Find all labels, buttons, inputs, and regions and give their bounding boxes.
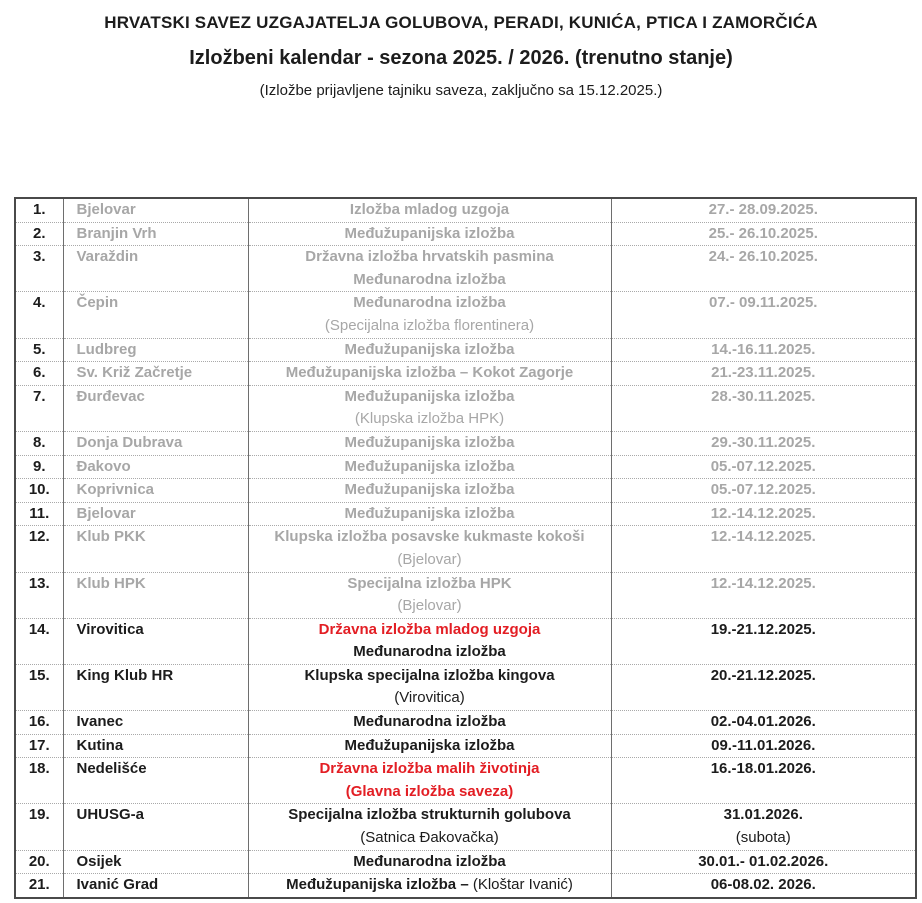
row-number-cell: 6. bbox=[15, 362, 63, 386]
row-number-cell: 13. bbox=[15, 572, 63, 618]
row-number-cell: 10. bbox=[15, 479, 63, 503]
date-cell bbox=[611, 758, 916, 804]
city-cell: Branjin Vrh bbox=[63, 222, 248, 246]
event-line: Međunarodna izložba bbox=[353, 852, 506, 870]
date-cell bbox=[611, 362, 916, 386]
city-cell: Đurđevac bbox=[63, 385, 248, 431]
event-line: (Bjelovar) bbox=[397, 550, 462, 568]
event-cell bbox=[248, 455, 611, 479]
row-number-cell: 14. bbox=[15, 618, 63, 664]
event-line: Specijalna izložba HPK bbox=[347, 574, 512, 592]
row-number-cell: 16. bbox=[15, 711, 63, 735]
table-row bbox=[15, 618, 916, 664]
row-number-cell: 8. bbox=[15, 431, 63, 455]
city-cell: Ivanić Grad bbox=[63, 874, 248, 898]
calendar-table-body bbox=[15, 198, 916, 898]
date-cell bbox=[611, 385, 916, 431]
event-cell bbox=[248, 734, 611, 758]
date-line: 29.-30.11.2025. bbox=[711, 433, 816, 451]
table-row bbox=[15, 431, 916, 455]
table-row bbox=[15, 804, 916, 850]
city-cell: Bjelovar bbox=[63, 502, 248, 526]
row-number-cell: 12. bbox=[15, 526, 63, 572]
event-line: Državna izložba mladog uzgoja bbox=[318, 620, 541, 638]
date-line: 24.- 26.10.2025. bbox=[708, 248, 818, 266]
date-line: 05.-07.12.2025. bbox=[710, 481, 816, 499]
event-cell bbox=[248, 711, 611, 735]
event-line: Klupska izložba posavske kukmaste kokoši bbox=[274, 528, 585, 546]
table-row bbox=[15, 502, 916, 526]
event-line: (Klupska izložba HPK) bbox=[354, 410, 505, 428]
city-cell: Nedelišće bbox=[63, 758, 248, 804]
row-number-cell: 5. bbox=[15, 338, 63, 362]
table-row bbox=[15, 874, 916, 898]
event-line: Međužupanijska izložba bbox=[344, 481, 515, 499]
table-row bbox=[15, 222, 916, 246]
table-row bbox=[15, 479, 916, 503]
event-line: Izložba mladog uzgoja bbox=[349, 201, 510, 218]
date-line: 12.-14.12.2025. bbox=[710, 504, 816, 522]
event-cell bbox=[248, 198, 611, 222]
date-cell bbox=[611, 292, 916, 338]
date-line: 25.- 26.10.2025. bbox=[708, 224, 818, 242]
event-line: (Specijalna izložba florentinera) bbox=[324, 316, 535, 334]
calendar-table bbox=[14, 197, 917, 899]
date-line: 02.-04.01.2026. bbox=[710, 713, 816, 731]
city-cell: UHUSG-a bbox=[63, 804, 248, 850]
event-line: Međunarodna izložba bbox=[353, 294, 506, 312]
event-line: (Bjelovar) bbox=[397, 597, 462, 615]
row-number-cell: 20. bbox=[15, 850, 63, 874]
date-line: 07.- 09.11.2025. bbox=[709, 294, 818, 312]
event-line: Međunarodna izložba bbox=[353, 643, 506, 661]
city-cell: Klub HPK bbox=[63, 572, 248, 618]
date-cell bbox=[611, 804, 916, 850]
event-line: Međužupanijska izložba bbox=[344, 224, 515, 242]
date-line: 31.01.2026. bbox=[723, 806, 803, 824]
event-line: Državna izložba malih životinja bbox=[319, 760, 540, 778]
table-row bbox=[15, 526, 916, 572]
event-line: (Glavna izložba saveza) bbox=[345, 782, 514, 800]
date-line: 06-08.02. 2026. bbox=[710, 876, 816, 894]
row-number-cell: 17. bbox=[15, 734, 63, 758]
event-cell bbox=[248, 431, 611, 455]
event-cell bbox=[248, 362, 611, 386]
page-title: HRVATSKI SAVEZ UZGAJATELJA GOLUBOVA, PERADI, KUNIĆA, PTICA I ZAMORČIĆA bbox=[104, 13, 818, 32]
date-line: 12.-14.12.2025. bbox=[710, 528, 816, 546]
date-cell bbox=[611, 874, 916, 898]
event-cell bbox=[248, 850, 611, 874]
row-number-cell: 18. bbox=[15, 758, 63, 804]
date-line: 14.-16.11.2025. bbox=[711, 340, 816, 358]
date-line: 30.01.- 01.02.2026. bbox=[698, 852, 829, 870]
city-cell: Koprivnica bbox=[63, 479, 248, 503]
date-cell bbox=[611, 338, 916, 362]
date-cell bbox=[611, 850, 916, 874]
event-line: Klupska specijalna izložba kingova bbox=[304, 666, 555, 684]
row-number-cell: 21. bbox=[15, 874, 63, 898]
row-number-cell: 15. bbox=[15, 664, 63, 710]
date-cell bbox=[611, 618, 916, 664]
date-cell bbox=[611, 198, 916, 222]
date-line: 16.-18.01.2026. bbox=[710, 760, 816, 778]
event-cell bbox=[248, 664, 611, 710]
city-cell: Sv. Križ Začretje bbox=[63, 362, 248, 386]
date-line: 20.-21.12.2025. bbox=[710, 666, 816, 684]
document-header bbox=[0, 13, 922, 99]
event-cell bbox=[248, 758, 611, 804]
row-number-cell: 11. bbox=[15, 502, 63, 526]
row-number-cell: 2. bbox=[15, 222, 63, 246]
city-cell: Bjelovar bbox=[63, 198, 248, 222]
event-line: (Virovitica) bbox=[394, 689, 465, 707]
event-cell bbox=[248, 502, 611, 526]
page-note: (Izložbe prijavljene tajniku saveza, zaključno sa 15.12.2025.) bbox=[259, 82, 663, 99]
event-line: Međužupanijska izložba bbox=[344, 433, 515, 451]
table-row bbox=[15, 758, 916, 804]
city-cell: King Klub HR bbox=[63, 664, 248, 710]
table-row bbox=[15, 198, 916, 222]
date-line: 21.-23.11.2025. bbox=[711, 364, 816, 382]
event-cell bbox=[248, 874, 611, 898]
event-line: Međužupanijska izložba bbox=[344, 736, 515, 754]
table-row bbox=[15, 292, 916, 338]
event-cell bbox=[248, 618, 611, 664]
row-number-cell: 9. bbox=[15, 455, 63, 479]
city-cell: Ivanec bbox=[63, 711, 248, 735]
event-cell bbox=[248, 292, 611, 338]
event-cell bbox=[248, 526, 611, 572]
date-cell bbox=[611, 455, 916, 479]
calendar-table-wrap bbox=[14, 197, 917, 899]
table-row bbox=[15, 734, 916, 758]
table-row bbox=[15, 246, 916, 292]
table-row bbox=[15, 850, 916, 874]
date-cell bbox=[611, 502, 916, 526]
row-number-cell: 7. bbox=[15, 385, 63, 431]
date-cell bbox=[611, 246, 916, 292]
table-row bbox=[15, 338, 916, 362]
event-line: Državna izložba hrvatskih pasmina bbox=[305, 248, 554, 266]
event-line: Specijalna izložba strukturnih golubova bbox=[288, 806, 571, 824]
date-line: 12.-14.12.2025. bbox=[710, 574, 816, 592]
table-row bbox=[15, 362, 916, 386]
date-line: 09.-11.01.2026. bbox=[711, 736, 816, 754]
date-cell bbox=[611, 664, 916, 710]
event-cell bbox=[248, 479, 611, 503]
table-row bbox=[15, 572, 916, 618]
event-line: (Satnica Đakovačka) bbox=[360, 829, 499, 847]
event-cell bbox=[248, 385, 611, 431]
date-line: 05.-07.12.2025. bbox=[710, 457, 816, 475]
city-cell: Čepin bbox=[63, 292, 248, 338]
row-number-cell: 4. bbox=[15, 292, 63, 338]
page-subtitle: Izložbeni kalendar - sezona 2025. / 2026. (trenutno stanje) bbox=[189, 47, 733, 69]
date-line: (subota) bbox=[735, 829, 791, 847]
table-row bbox=[15, 385, 916, 431]
date-cell bbox=[611, 479, 916, 503]
event-line: Međužupanijska izložba bbox=[344, 457, 515, 475]
event-cell bbox=[248, 804, 611, 850]
event-line: Međužupanijska izložba – (Kloštar Ivanić) bbox=[286, 876, 573, 894]
date-cell bbox=[611, 734, 916, 758]
event-line: Međužupanijska izložba bbox=[344, 387, 515, 405]
date-line: 28.-30.11.2025. bbox=[711, 387, 816, 405]
event-line: Međunarodna izložba bbox=[353, 713, 506, 731]
event-cell bbox=[248, 338, 611, 362]
city-cell: Kutina bbox=[63, 734, 248, 758]
date-cell bbox=[611, 222, 916, 246]
event-line: Međužupanijska izložba – Kokot Zagorje bbox=[285, 364, 574, 382]
event-cell bbox=[248, 572, 611, 618]
city-cell: Donja Dubrava bbox=[63, 431, 248, 455]
date-line: 19.-21.12.2025. bbox=[710, 620, 816, 638]
date-cell bbox=[611, 711, 916, 735]
city-cell: Varaždin bbox=[63, 246, 248, 292]
row-number-cell: 1. bbox=[32, 201, 46, 218]
city-cell: Osijek bbox=[63, 850, 248, 874]
date-cell bbox=[611, 431, 916, 455]
event-cell bbox=[248, 246, 611, 292]
date-cell bbox=[611, 572, 916, 618]
event-line: Međužupanijska izložba bbox=[344, 504, 515, 522]
city-cell: Ludbreg bbox=[63, 338, 248, 362]
city-cell: Đakovo bbox=[63, 455, 248, 479]
table-row bbox=[15, 455, 916, 479]
city-cell: Virovitica bbox=[63, 618, 248, 664]
row-number-cell: 19. bbox=[15, 804, 63, 850]
table-row bbox=[15, 711, 916, 735]
city-cell: Klub PKK bbox=[63, 526, 248, 572]
event-cell bbox=[248, 222, 611, 246]
event-line: Međužupanijska izložba bbox=[344, 340, 515, 358]
row-number-cell: 3. bbox=[15, 246, 63, 292]
date-line: 27.- 28.09.2025. bbox=[708, 201, 818, 218]
event-line: Međunarodna izložba bbox=[353, 270, 506, 288]
date-cell bbox=[611, 526, 916, 572]
table-row bbox=[15, 664, 916, 710]
